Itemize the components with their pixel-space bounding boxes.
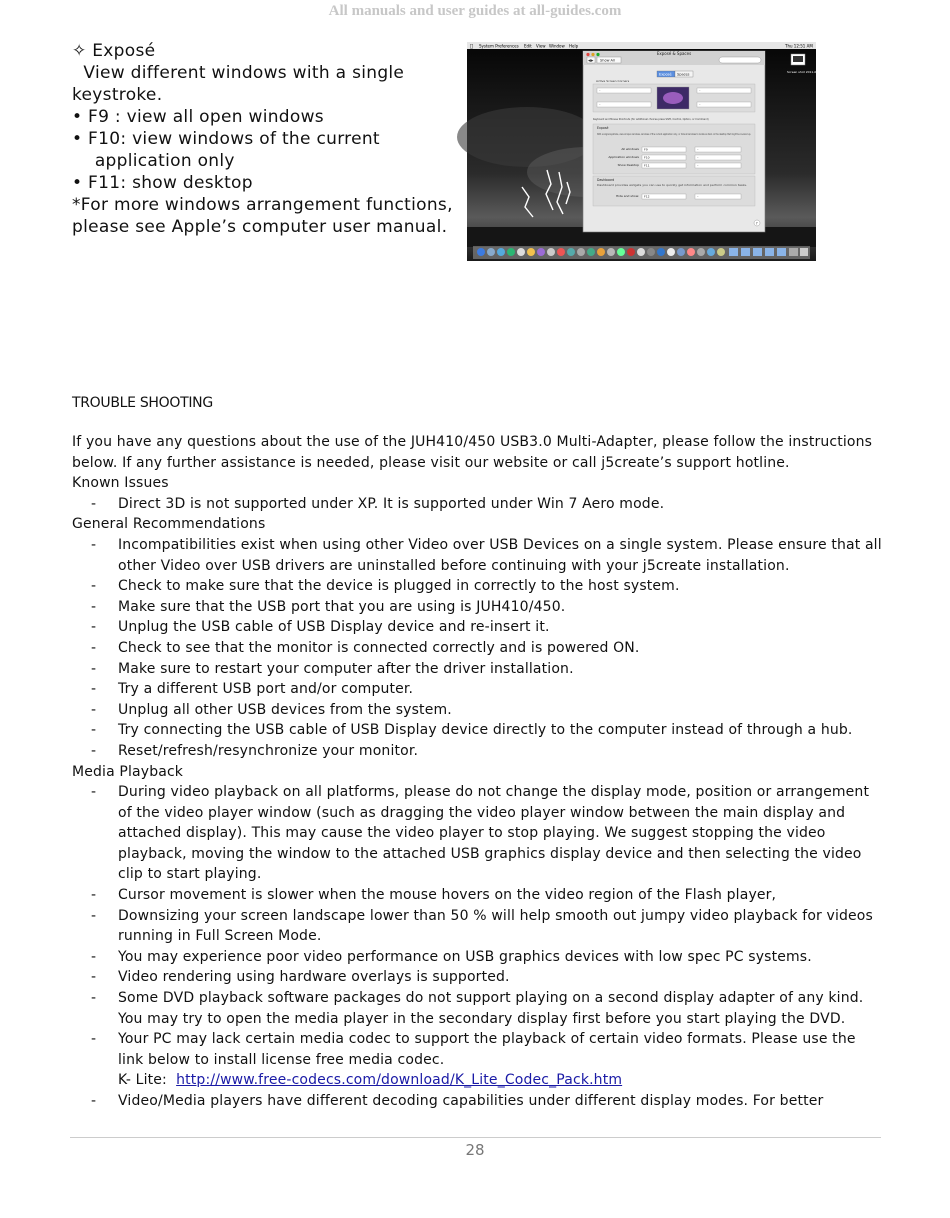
expose-line: View different windows with a single — [72, 63, 405, 83]
svg-text:All windows: All windows — [621, 147, 639, 151]
troubleshooting-body — [72, 432, 882, 1112]
list-item: - Check to make sure that the device is plugged in correctly to the host system. — [72, 576, 882, 597]
list-item: - Try connecting the USB cable of USB Display device directly to the computer instead of through a hub. — [72, 720, 882, 741]
list-item: - Cursor movement is slower when the mouse hovers on the video region of the Flash player, — [72, 885, 882, 906]
svg-text:View: View — [536, 43, 546, 49]
expose-line: • F9 : view all open windows — [72, 107, 324, 127]
key-select — [642, 147, 686, 152]
svg-text:–: – — [697, 163, 699, 168]
svg-text:Exposé: Exposé — [597, 126, 609, 130]
list-item: - Make sure to restart your computer after the driver installation. — [72, 659, 882, 680]
svg-text:–: – — [599, 88, 601, 93]
svg-text:◀▶: ◀▶ — [588, 58, 594, 63]
zoom-icon — [596, 53, 599, 56]
general-recommendations-heading: General Recommendations — [72, 516, 266, 533]
expose-title: ✧ Exposé — [72, 41, 156, 61]
page-number: 28 — [465, 1141, 485, 1159]
list-item-codec — [72, 1029, 882, 1091]
intro-line: below. If any further assistance is needed, please visit our website or call j5create’s support hotline. — [72, 454, 790, 471]
svg-text:Dashboard: Dashboard — [597, 178, 615, 182]
general-recommendations-list — [72, 535, 882, 762]
list-item: - During video playback on all platforms, please do not change the display mode, position or arrangement of the video player window (such as dragging the video player window between the main display and attached display). This may cause the video player to stop playing. We suggest stopping the video playback, moving the window to the attached USB graphics display device and then selecting the video clip to start playing. — [72, 782, 882, 885]
list-item: - Check to see that the monitor is connected correctly and is powered ON. — [72, 638, 882, 659]
svg-text:F10: F10 — [644, 155, 650, 160]
mac-desktop-illustration — [467, 42, 836, 261]
footer-divider — [70, 1137, 881, 1138]
corner-select — [597, 88, 651, 93]
modifier-select — [695, 155, 741, 160]
corner-select — [597, 102, 651, 107]
svg-text:Active Screen Corners: Active Screen Corners — [596, 79, 630, 83]
svg-text:Application windows: Application windows — [608, 155, 639, 159]
expose-line: • F10: view windows of the current — [72, 129, 380, 149]
list-item: - Video rendering using hardware overlays is supported. — [72, 967, 882, 988]
svg-text:Keyboard and Mouse Shortcuts (: Keyboard and Mouse Shortcuts (for additional choices press Shift, Control, Option, or Command) — [593, 118, 709, 121]
minimize-icon — [591, 53, 594, 56]
search-input — [719, 57, 761, 63]
list-item: - Direct 3D is not supported under XP. It is supported under Win 7 Aero mode. — [72, 494, 882, 515]
svg-text:Dashboard provides widgets you: Dashboard provides widgets you can use to quickly get information and perform common tasks. — [597, 184, 748, 187]
expose-section — [72, 40, 452, 238]
svg-text:Hide and show:: Hide and show: — [616, 194, 639, 198]
svg-text: — [470, 44, 473, 50]
intro-line: If you have any questions about the use of the JUH410/450 USB3.0 Multi-Adapter, please follow the instructions — [72, 434, 873, 450]
svg-text:Help: Help — [569, 43, 579, 49]
list-item: - You may experience poor video performance on USB graphics devices with low spec PC systems. — [72, 947, 882, 968]
modifier-select — [695, 194, 741, 199]
svg-text:Show Desktop: Show Desktop — [617, 163, 639, 167]
list-item: - Downsizing your screen landscape lower than 50 % will help smooth out jumpy video playback for videos running in Full Screen Mode. — [72, 906, 882, 947]
svg-text:–: – — [699, 102, 701, 107]
codec-download-link[interactable]: http://www.free-codecs.com/download/K_Lite_Codec_Pack.htm — [176, 1072, 623, 1089]
svg-text:Window: Window — [549, 43, 565, 49]
svg-text:–: – — [697, 155, 699, 160]
window-title: Exposé & Spaces — [656, 51, 692, 56]
menubar — [467, 42, 816, 49]
svg-text:?: ? — [755, 221, 758, 226]
list-item: - Video/Media players have different decoding capabilities under different display modes. For better — [72, 1091, 882, 1112]
modifier-select — [695, 147, 741, 152]
expose-line: *For more windows arrangement functions, — [72, 195, 453, 215]
svg-text:–: – — [599, 102, 601, 107]
media-playback-list — [72, 782, 882, 1112]
menubar-app: System Preferences — [479, 43, 519, 49]
svg-text:F12: F12 — [644, 194, 650, 199]
list-item: - Some DVD playback software packages do not support playing on a second display adapter of any kind. You may try to open the media player in the secondary display first before you start playing the DVD. — [72, 988, 882, 1029]
list-item: - Incompatibilities exist when using other Video over USB Devices on a single system. Please ensure that all other Video over USB drivers are uninstalled before continuing with your j5create installation. — [72, 535, 882, 576]
watermark: All manuals and user guides at all-guides.com — [328, 3, 622, 19]
list-item: - Unplug all other USB devices from the system. — [72, 700, 882, 721]
svg-text:With a single keystroke, view: With a single keystroke, view all open windows, windows of the current application only, or hide all windows to locate an item on the desktop that might be covered up. — [597, 133, 752, 136]
modifier-select — [695, 163, 741, 168]
svg-text:Edit: Edit — [524, 43, 532, 49]
close-icon — [586, 53, 589, 56]
svg-text:–: – — [697, 147, 699, 152]
menubar-clock: Thu 12:51 AM — [785, 43, 813, 49]
codec-label: K- Lite: — [118, 1072, 167, 1089]
preferences-window — [583, 51, 765, 232]
expose-line: application only — [72, 151, 235, 171]
codec-text: Your PC may lack certain media codec to support the playback of certain video formats. Please use the link below to install license free media codec. — [118, 1031, 856, 1068]
media-playback-heading: Media Playback — [72, 763, 184, 780]
known-issues-list — [72, 494, 882, 515]
list-item: - Reset/refresh/resynchronize your monitor. — [72, 741, 882, 762]
corner-select — [697, 102, 751, 107]
list-item: - Try a different USB port and/or computer. — [72, 679, 882, 700]
svg-text:Exposé: Exposé — [659, 72, 672, 77]
svg-text:Show All: Show All — [600, 58, 615, 63]
desktop-file-label: Screen shot 2011-09-... AM.PNG — [787, 70, 836, 74]
troubleshooting-title: TROUBLE SHOOTING — [72, 395, 213, 411]
expose-line: please see Apple’s computer user manual. — [72, 217, 448, 237]
known-issues-heading: Known Issues — [72, 475, 169, 492]
expose-line: • F11: show desktop — [72, 173, 253, 193]
svg-text:–: – — [697, 194, 699, 199]
list-item: - Make sure that the USB port that you are using is JUH410/450. — [72, 597, 882, 618]
svg-text:F11: F11 — [644, 163, 650, 168]
svg-text:Spaces: Spaces — [677, 72, 690, 77]
svg-text:F9: F9 — [644, 147, 648, 152]
list-item: - Unplug the USB cable of USB Display device and re-insert it. — [72, 617, 882, 638]
mac-screenshot-image — [467, 42, 836, 261]
expose-line: keystroke. — [72, 85, 163, 105]
svg-text:–: – — [699, 88, 701, 93]
corner-select — [697, 88, 751, 93]
